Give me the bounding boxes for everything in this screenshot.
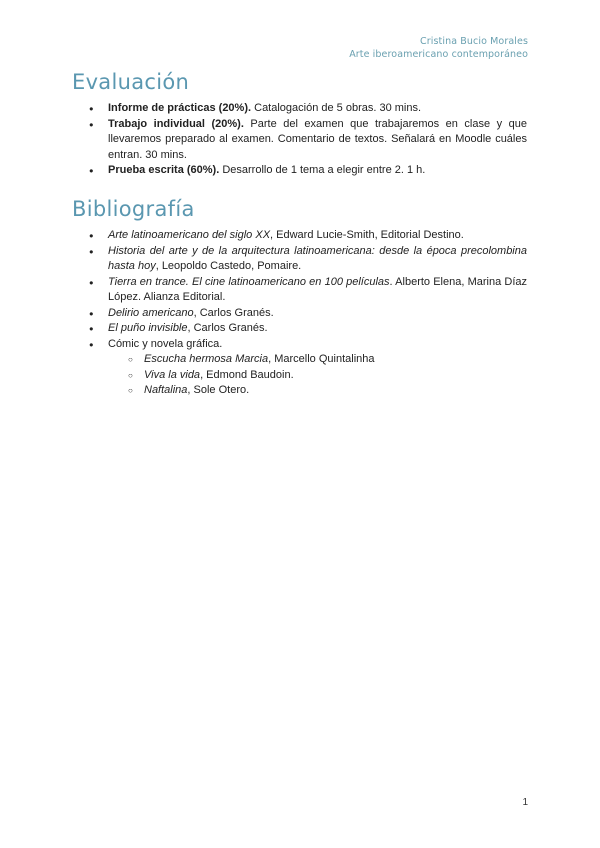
list-item bbox=[72, 101, 527, 117]
book-title: Escucha hermosa Marcia bbox=[144, 353, 269, 365]
list-item bbox=[72, 117, 527, 164]
item-text: Desarrollo de 1 tema a elegir entre 2. 1 h. bbox=[219, 164, 426, 176]
book-title: Arte latinoamericano del siglo XX bbox=[108, 229, 271, 241]
header-course: Arte iberoamericano contemporáneo bbox=[349, 49, 528, 60]
book-details: , Sole Otero. bbox=[187, 384, 250, 396]
book-title: El puño invisible bbox=[108, 322, 188, 334]
book-details: , Carlos Granés. bbox=[187, 322, 268, 334]
category-label: Cómic y novela gráfica. bbox=[108, 337, 223, 350]
page-header bbox=[349, 35, 528, 61]
list-item bbox=[72, 321, 527, 337]
book-title: Tierra en trance. El cine latinoamericano en 100 películas bbox=[108, 275, 390, 288]
sub-list-item bbox=[72, 383, 527, 399]
item-text: Catalogación de 5 obras. 30 mins. bbox=[251, 102, 422, 114]
book-title: Delirio americano bbox=[108, 306, 194, 319]
book-details: , Leopoldo Castedo, Pomaire. bbox=[155, 260, 302, 272]
evaluation-list bbox=[72, 101, 527, 179]
sub-list-item bbox=[72, 352, 527, 368]
list-item bbox=[72, 337, 527, 353]
book-title: Naftalina bbox=[144, 384, 188, 396]
item-bold: Prueba escrita (60%). bbox=[108, 164, 220, 176]
item-bold: Trabajo individual (20%). bbox=[108, 117, 244, 130]
book-details: , Edmond Baudoin. bbox=[200, 368, 294, 381]
list-item bbox=[72, 306, 527, 322]
book-details: . Alberto Elena, Marina Díaz López. Alianza Editorial. bbox=[108, 275, 527, 303]
list-item bbox=[72, 275, 527, 306]
page-number: 1 bbox=[522, 797, 528, 808]
section-title-bibliografia: Bibliografía bbox=[72, 197, 195, 221]
sub-list-item bbox=[72, 368, 527, 384]
book-title: Historia del arte y de la arquitectura latinoamericana: desde la época precolombina hasta hoy bbox=[108, 244, 527, 272]
header-author: Cristina Bucio Morales bbox=[420, 36, 528, 47]
book-title: Viva la vida bbox=[144, 368, 201, 381]
book-details: , Marcello Quintalinha bbox=[268, 353, 375, 365]
item-text: Parte del examen que trabajaremos en clase y que llevaremos preparado al examen. Comentario de textos. Señalará en Moodle cuáles entran. 30 mins. bbox=[108, 117, 527, 161]
section-title-evaluacion: Evaluación bbox=[72, 70, 190, 94]
item-bold: Informe de prácticas (20%). bbox=[108, 102, 252, 114]
book-details: , Edward Lucie-Smith, Editorial Destino. bbox=[270, 229, 464, 241]
bibliography-list bbox=[72, 228, 527, 399]
list-item bbox=[72, 244, 527, 275]
list-item bbox=[72, 163, 527, 179]
list-item bbox=[72, 228, 527, 244]
book-details: , Carlos Granés. bbox=[193, 306, 274, 319]
